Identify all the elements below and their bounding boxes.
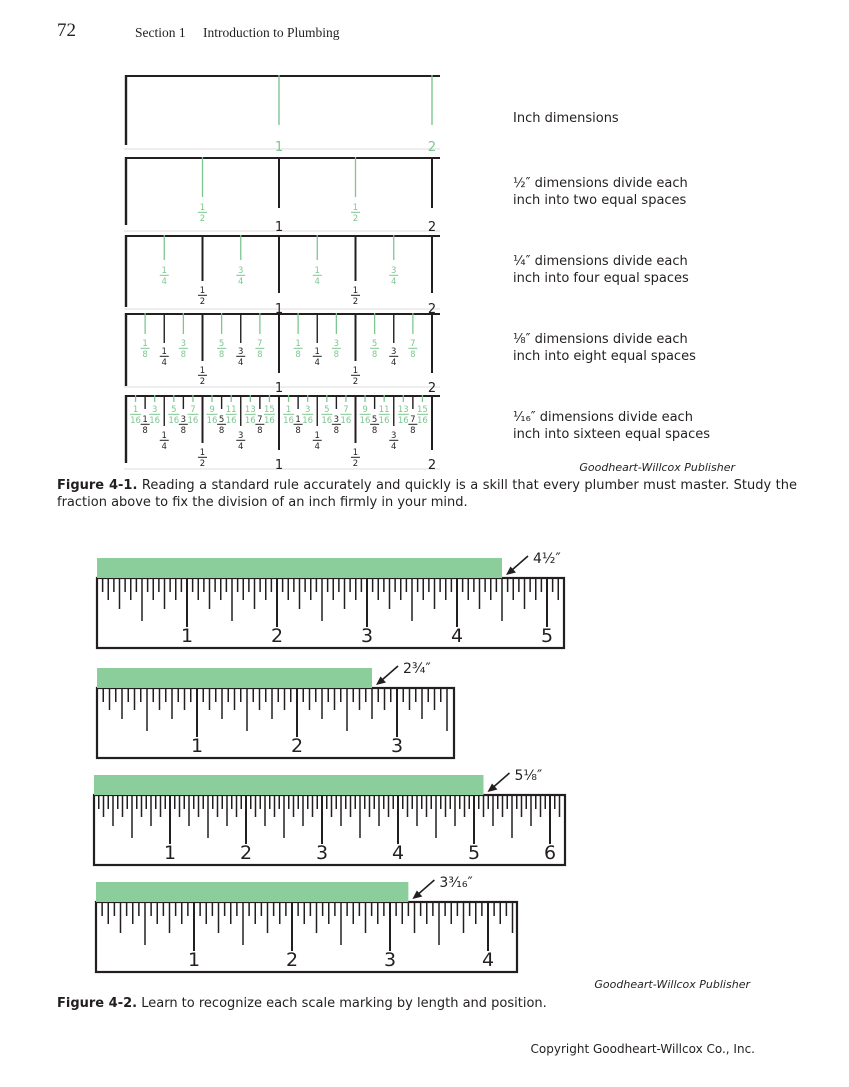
fig1-publisher-credit: Goodheart-Willcox Publisher xyxy=(579,461,735,474)
svg-text:8: 8 xyxy=(142,426,148,436)
fig2-caption-label: Figure 4-2. xyxy=(57,996,138,1011)
svg-text:8: 8 xyxy=(333,350,340,360)
svg-text:4: 4 xyxy=(161,442,167,452)
svg-text:1: 1 xyxy=(295,339,301,349)
svg-text:3: 3 xyxy=(180,415,187,425)
svg-text:2: 2 xyxy=(427,458,437,473)
svg-text:8: 8 xyxy=(333,426,340,436)
svg-text:2: 2 xyxy=(427,140,437,155)
svg-text:4: 4 xyxy=(238,277,244,287)
copyright-line: Copyright Goodheart-Willcox Co., Inc. xyxy=(530,1042,755,1056)
svg-text:4: 4 xyxy=(481,949,495,971)
svg-text:2: 2 xyxy=(199,459,206,469)
svg-text:8: 8 xyxy=(371,426,378,436)
svg-text:1: 1 xyxy=(187,949,201,971)
svg-text:1: 1 xyxy=(199,366,206,376)
fig1-scale-diagram-1 xyxy=(124,75,454,157)
svg-text:3: 3 xyxy=(333,415,340,425)
svg-text:1: 1 xyxy=(314,431,320,441)
svg-text:3: 3 xyxy=(315,842,329,864)
svg-text:1: 1 xyxy=(352,286,359,296)
svg-text:1: 1 xyxy=(142,415,148,425)
svg-text:11: 11 xyxy=(378,405,390,415)
svg-text:5: 5 xyxy=(218,339,225,349)
svg-text:5: 5 xyxy=(324,405,330,415)
svg-text:5: 5 xyxy=(371,415,378,425)
fig2-ruler-2 xyxy=(96,656,585,761)
svg-text:3³⁄₁₆″: 3³⁄₁₆″ xyxy=(439,875,473,891)
svg-text:3: 3 xyxy=(238,266,244,276)
svg-text:4: 4 xyxy=(450,625,464,647)
svg-text:1: 1 xyxy=(285,405,292,415)
svg-text:2: 2 xyxy=(427,381,437,396)
svg-text:5: 5 xyxy=(540,625,554,647)
svg-text:7: 7 xyxy=(410,415,416,425)
svg-text:16: 16 xyxy=(321,416,333,426)
svg-text:2¾″: 2¾″ xyxy=(403,661,431,677)
svg-text:3: 3 xyxy=(238,347,244,357)
svg-text:1: 1 xyxy=(180,625,194,647)
fig1-scale-diagram-2 xyxy=(124,157,454,239)
svg-text:1: 1 xyxy=(352,366,359,376)
fig2-ruler-3 xyxy=(95,870,648,975)
svg-text:5: 5 xyxy=(171,405,177,415)
svg-text:4: 4 xyxy=(391,842,405,864)
section-label: Section 1 xyxy=(135,25,186,40)
svg-text:1: 1 xyxy=(199,286,206,296)
svg-text:16: 16 xyxy=(130,416,141,426)
fig1-caption-label: Figure 4-1. xyxy=(57,478,138,493)
svg-text:8: 8 xyxy=(257,350,263,360)
svg-text:8: 8 xyxy=(180,426,187,436)
fig2-caption-text: Learn to recognize each scale marking by length and position. xyxy=(141,996,547,1011)
svg-text:15: 15 xyxy=(264,405,275,415)
svg-text:1: 1 xyxy=(352,448,359,458)
svg-text:2: 2 xyxy=(270,625,284,647)
svg-text:4: 4 xyxy=(314,442,320,452)
fig1-scale-diagram-16 xyxy=(124,395,454,477)
svg-text:9: 9 xyxy=(362,405,368,415)
svg-text:1: 1 xyxy=(199,448,206,458)
svg-text:1: 1 xyxy=(274,140,284,155)
svg-text:16: 16 xyxy=(378,416,390,426)
svg-text:16: 16 xyxy=(397,416,409,426)
svg-text:2: 2 xyxy=(352,297,359,307)
svg-text:8: 8 xyxy=(180,350,187,360)
svg-text:16: 16 xyxy=(264,416,275,426)
svg-text:3: 3 xyxy=(391,347,397,357)
svg-text:5: 5 xyxy=(467,842,481,864)
page-number: 72 xyxy=(57,20,76,41)
fig2-publisher-credit: Goodheart-Willcox Publisher xyxy=(594,978,750,991)
svg-text:7: 7 xyxy=(190,405,196,415)
svg-text:8: 8 xyxy=(410,350,416,360)
svg-text:3: 3 xyxy=(304,405,311,415)
svg-text:4: 4 xyxy=(391,277,397,287)
fig1-label-quarter: ¼″ dimensions divide each inch into four equal spaces xyxy=(513,254,689,286)
svg-text:2: 2 xyxy=(427,220,437,235)
section-header xyxy=(135,25,340,41)
svg-text:8: 8 xyxy=(295,350,301,360)
fig1-label-eighth: ⅛″ dimensions divide each inch into eight equal spaces xyxy=(513,332,696,364)
svg-text:4: 4 xyxy=(391,358,397,368)
svg-text:2: 2 xyxy=(352,214,359,224)
svg-text:13: 13 xyxy=(244,405,256,415)
svg-text:7: 7 xyxy=(257,339,263,349)
svg-text:8: 8 xyxy=(295,426,301,436)
svg-text:9: 9 xyxy=(209,405,215,415)
svg-text:4: 4 xyxy=(238,358,244,368)
svg-text:8: 8 xyxy=(257,426,263,436)
svg-text:2: 2 xyxy=(199,377,206,387)
svg-text:2: 2 xyxy=(352,377,359,387)
svg-text:16: 16 xyxy=(206,416,218,426)
svg-text:11: 11 xyxy=(225,405,237,415)
svg-text:16: 16 xyxy=(244,416,256,426)
svg-text:7: 7 xyxy=(410,339,416,349)
svg-text:16: 16 xyxy=(417,416,428,426)
svg-text:3: 3 xyxy=(391,431,397,441)
fig1-scale-diagram-4 xyxy=(124,235,454,317)
svg-text:1: 1 xyxy=(161,347,167,357)
svg-text:8: 8 xyxy=(218,426,225,436)
svg-text:4: 4 xyxy=(314,358,320,368)
figure-4-1-caption xyxy=(57,478,797,511)
svg-text:4: 4 xyxy=(314,277,320,287)
fig1-label-half: ½″ dimensions divide each inch into two equal spaces xyxy=(513,176,688,208)
svg-text:4: 4 xyxy=(161,277,167,287)
svg-text:4: 4 xyxy=(161,358,167,368)
svg-text:1: 1 xyxy=(161,266,167,276)
svg-text:1: 1 xyxy=(132,405,139,415)
svg-text:4: 4 xyxy=(391,442,397,452)
svg-text:1: 1 xyxy=(161,431,167,441)
svg-text:1: 1 xyxy=(274,220,284,235)
svg-text:16: 16 xyxy=(359,416,371,426)
fig1-caption-text: Reading a standard rule accurately and quickly is a skill that every plumber must master. Study the fraction above to fix the division of an inch firmly in your mind. xyxy=(57,478,797,510)
svg-text:16: 16 xyxy=(168,416,180,426)
section-title: Introduction to Plumbing xyxy=(203,25,340,40)
svg-text:1: 1 xyxy=(314,266,320,276)
svg-text:16: 16 xyxy=(149,416,161,426)
fig1-label-sixteenth: ¹⁄₁₆″ dimensions divide each inch into sixteen equal spaces xyxy=(513,410,711,442)
svg-text:3: 3 xyxy=(180,339,187,349)
svg-text:1: 1 xyxy=(163,842,177,864)
svg-text:2: 2 xyxy=(285,949,299,971)
fig1-scale-diagram-8 xyxy=(124,313,454,395)
svg-text:8: 8 xyxy=(142,350,148,360)
svg-text:16: 16 xyxy=(225,416,237,426)
svg-text:16: 16 xyxy=(283,416,294,426)
svg-text:4: 4 xyxy=(238,442,244,452)
fig2-ruler-5 xyxy=(93,763,696,868)
svg-text:1: 1 xyxy=(142,339,148,349)
svg-text:1: 1 xyxy=(190,735,204,757)
svg-text:3: 3 xyxy=(383,949,397,971)
svg-text:5⅛″: 5⅛″ xyxy=(514,768,543,784)
svg-text:1: 1 xyxy=(274,458,284,473)
svg-text:3: 3 xyxy=(238,431,244,441)
svg-text:2: 2 xyxy=(352,459,359,469)
svg-text:1: 1 xyxy=(314,347,320,357)
svg-text:2: 2 xyxy=(199,297,206,307)
svg-text:3: 3 xyxy=(333,339,340,349)
svg-text:3: 3 xyxy=(391,266,397,276)
svg-text:2: 2 xyxy=(239,842,253,864)
fig1-label-inch: Inch dimensions xyxy=(513,111,619,126)
svg-text:15: 15 xyxy=(417,405,428,415)
svg-text:3: 3 xyxy=(390,735,404,757)
svg-text:7: 7 xyxy=(343,405,349,415)
svg-text:2: 2 xyxy=(427,302,437,317)
svg-text:2: 2 xyxy=(290,735,304,757)
svg-text:5: 5 xyxy=(218,415,225,425)
svg-text:4½″: 4½″ xyxy=(533,551,561,567)
svg-text:6: 6 xyxy=(543,842,557,864)
svg-text:8: 8 xyxy=(218,350,225,360)
svg-text:1: 1 xyxy=(295,415,301,425)
svg-text:2: 2 xyxy=(199,214,206,224)
svg-text:1: 1 xyxy=(274,381,284,396)
svg-text:1: 1 xyxy=(274,302,284,317)
svg-text:7: 7 xyxy=(257,415,263,425)
svg-text:16: 16 xyxy=(340,416,352,426)
figure-4-2-caption xyxy=(57,996,797,1013)
svg-text:8: 8 xyxy=(371,350,378,360)
svg-text:8: 8 xyxy=(410,426,416,436)
svg-text:16: 16 xyxy=(187,416,199,426)
svg-text:5: 5 xyxy=(371,339,378,349)
svg-text:3: 3 xyxy=(360,625,374,647)
svg-text:16: 16 xyxy=(302,416,314,426)
fig2-ruler-4 xyxy=(96,546,695,651)
svg-text:1: 1 xyxy=(199,203,206,213)
svg-text:1: 1 xyxy=(352,203,359,213)
svg-text:13: 13 xyxy=(397,405,409,415)
svg-text:3: 3 xyxy=(151,405,158,415)
